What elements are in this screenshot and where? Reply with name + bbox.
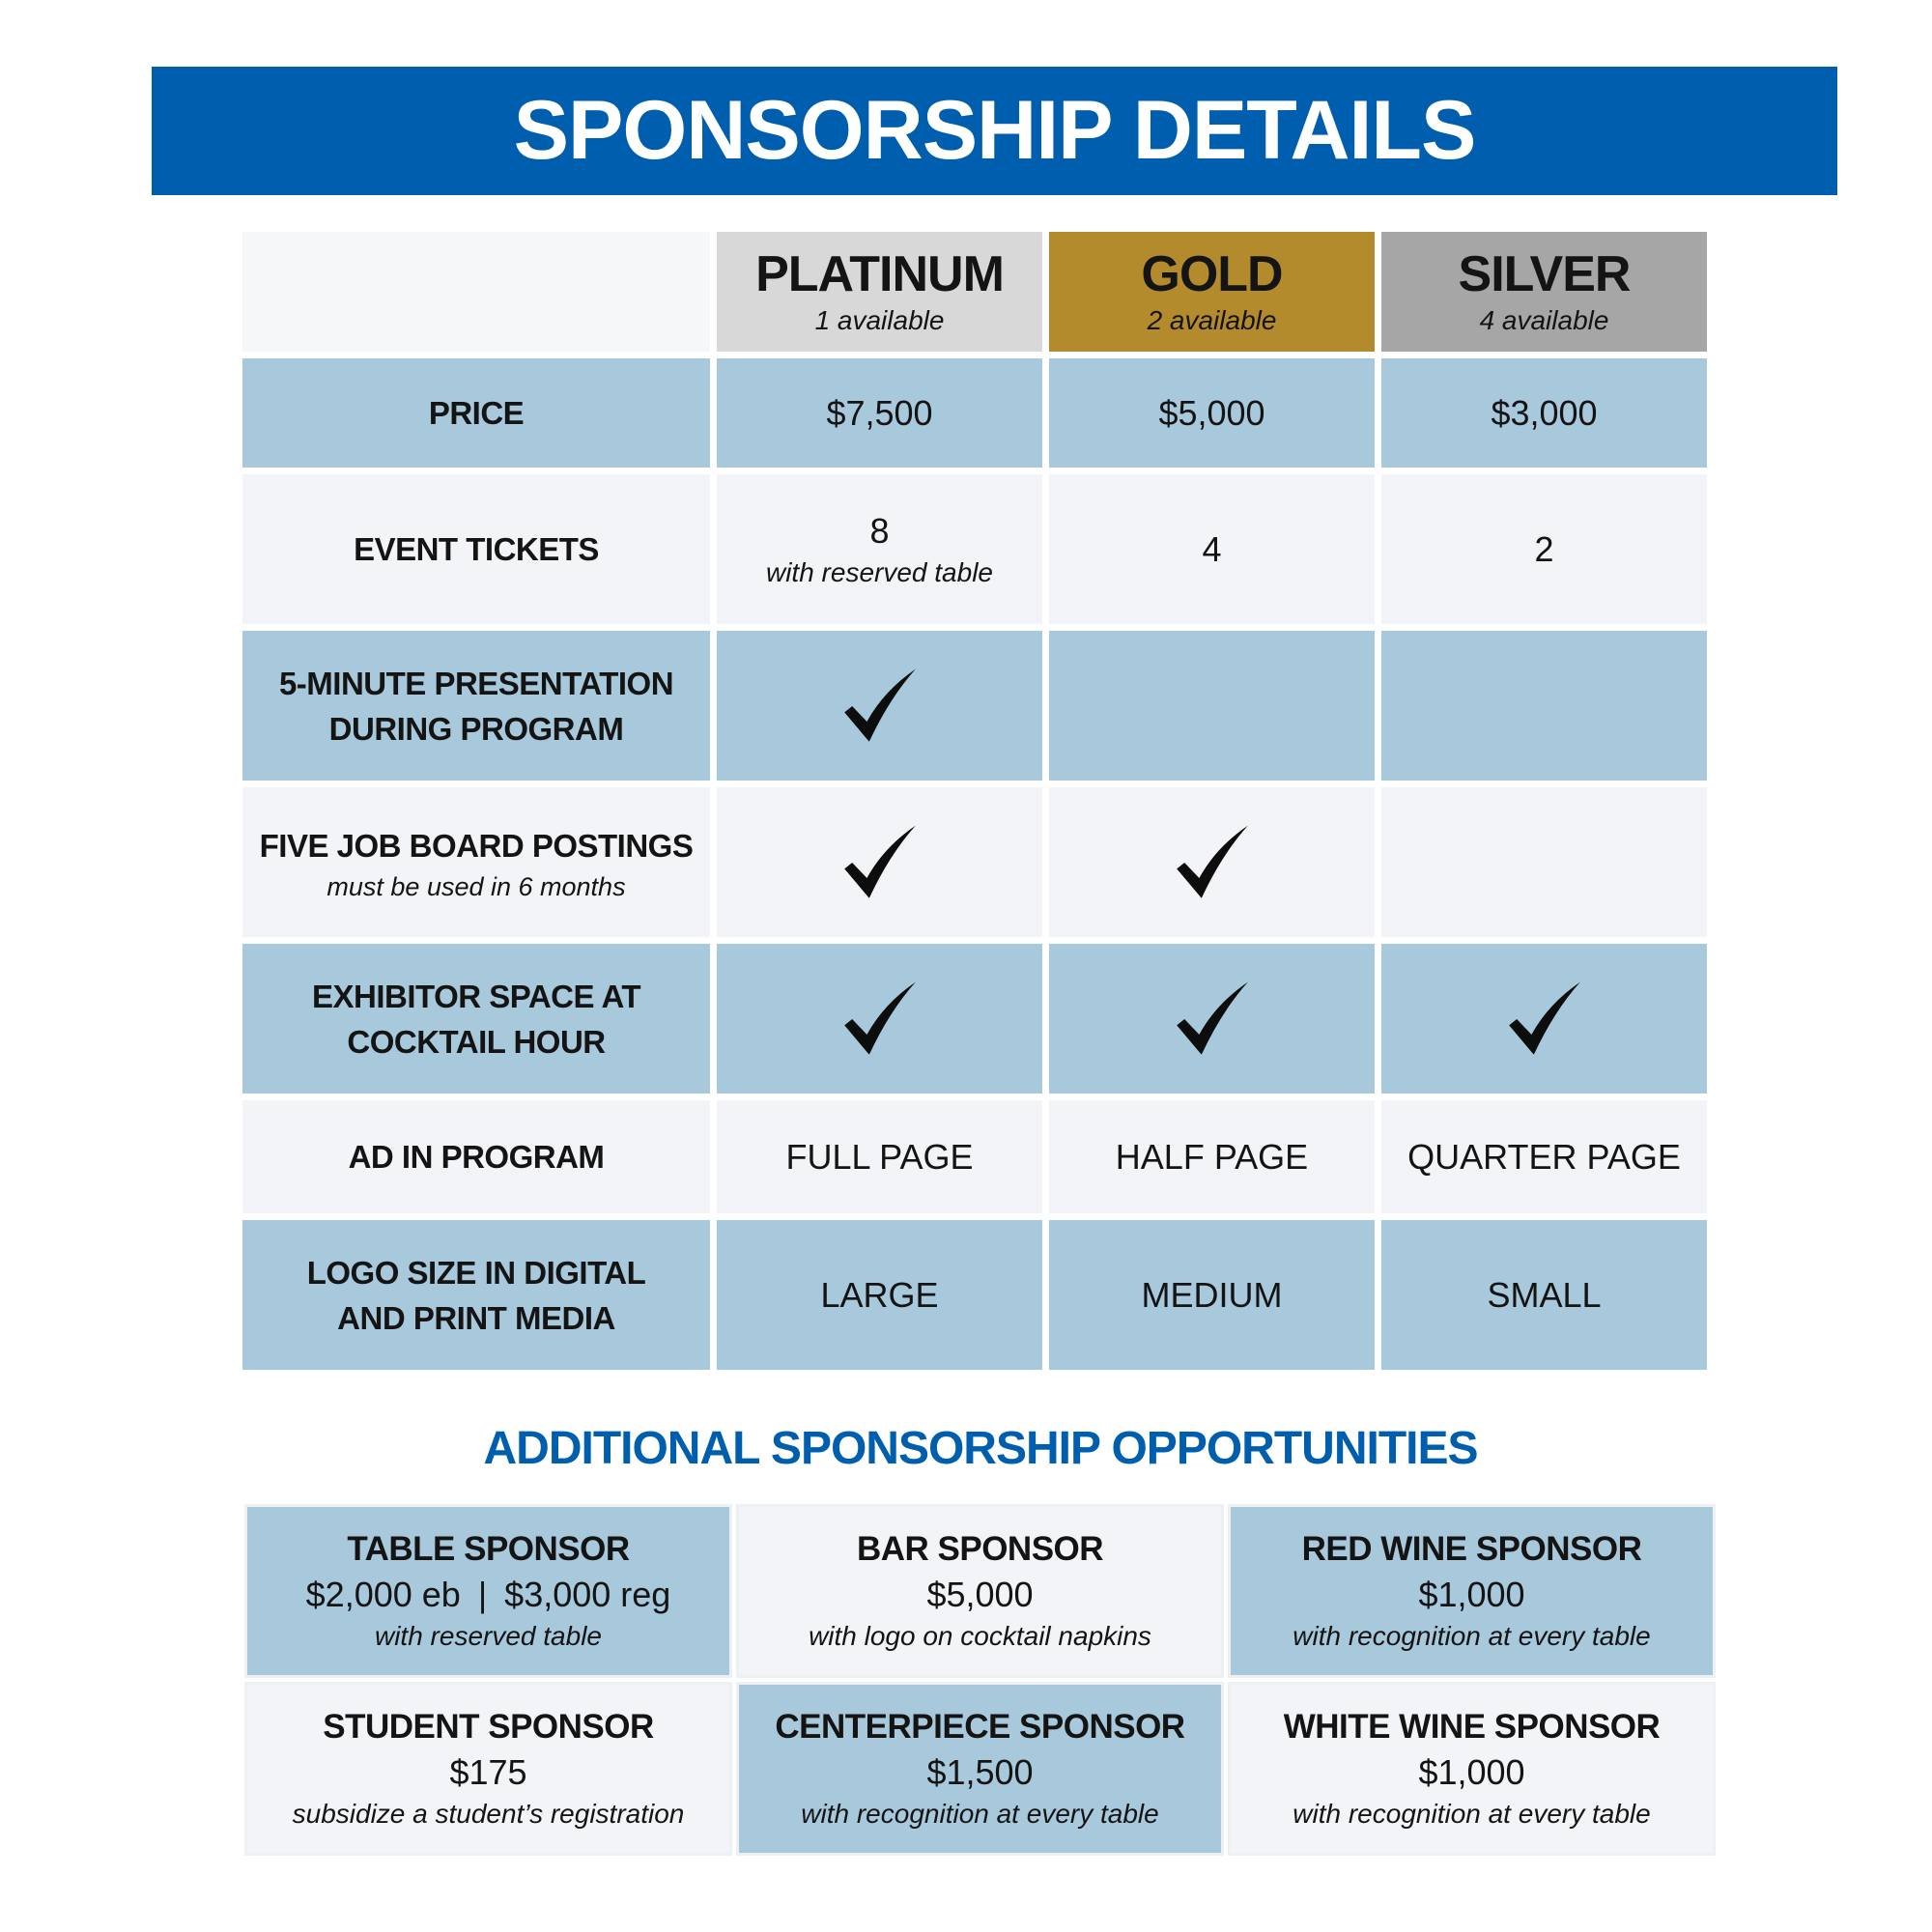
tier-header-silver bbox=[1381, 232, 1707, 352]
cell-value: $3,000 bbox=[1491, 392, 1598, 433]
ad-gold bbox=[1049, 1100, 1375, 1213]
checkmark-icon bbox=[1174, 824, 1251, 901]
price-separator: | bbox=[477, 1575, 488, 1614]
tier-availability: 4 available bbox=[1479, 305, 1609, 335]
opportunity-price: $1,500 bbox=[926, 1752, 1034, 1792]
row-label-event-tickets bbox=[242, 474, 710, 624]
tier-header-platinum bbox=[717, 232, 1042, 352]
cell-value: LARGE bbox=[820, 1274, 939, 1315]
cell-value: 4 bbox=[1202, 528, 1222, 569]
opportunity-name: TABLE SPONSOR bbox=[347, 1530, 630, 1568]
row-label-line: AND PRINT MEDIA bbox=[337, 1299, 615, 1336]
row-label-line: COCKTAIL HOUR bbox=[347, 1023, 606, 1060]
opportunity-note: with recognition at every table bbox=[1293, 1799, 1651, 1829]
opportunity-price: $1,000 bbox=[1418, 1575, 1525, 1614]
row-label-line: 5-MINUTE PRESENTATION bbox=[278, 665, 674, 701]
exhibitor-platinum bbox=[717, 944, 1042, 1094]
presentation-silver bbox=[1381, 631, 1707, 781]
row-label-text: PRICE bbox=[428, 395, 525, 431]
opportunity-note: with recognition at every table bbox=[1293, 1621, 1651, 1651]
cell-value: 8 bbox=[869, 510, 890, 551]
opportunity-note: subsidize a student’s registration bbox=[292, 1799, 685, 1829]
job-board-gold bbox=[1049, 787, 1375, 937]
cell-value: $5,000 bbox=[1158, 392, 1265, 433]
cell-value: FULL PAGE bbox=[785, 1136, 974, 1177]
cell-value: QUARTER PAGE bbox=[1407, 1136, 1681, 1177]
row-label-exhibitor bbox=[242, 944, 710, 1094]
opportunity-table-sponsor bbox=[247, 1507, 729, 1675]
opportunity-name: BAR SPONSOR bbox=[856, 1530, 1104, 1568]
row-label-price bbox=[242, 358, 710, 468]
table-corner bbox=[242, 232, 710, 352]
price-silver bbox=[1381, 358, 1707, 468]
opportunity-centerpiece-sponsor bbox=[739, 1685, 1221, 1853]
logo-platinum bbox=[717, 1220, 1042, 1370]
row-label-note: must be used in 6 months bbox=[327, 871, 626, 901]
cell-value: HALF PAGE bbox=[1115, 1136, 1309, 1177]
exhibitor-gold bbox=[1049, 944, 1375, 1094]
row-label-line: EXHIBITOR SPACE AT bbox=[312, 978, 640, 1014]
opportunity-white-wine-sponsor bbox=[1231, 1685, 1713, 1853]
row-label-ad bbox=[242, 1100, 710, 1213]
opportunity-bar-sponsor bbox=[739, 1507, 1221, 1675]
opportunity-student-sponsor bbox=[247, 1685, 729, 1853]
opportunity-note: with logo on cocktail napkins bbox=[809, 1621, 1151, 1651]
logo-silver bbox=[1381, 1220, 1707, 1370]
opportunity-price: $1,000 bbox=[1418, 1752, 1525, 1792]
additional-opportunities-grid bbox=[247, 1507, 1713, 1853]
opportunity-note: with reserved table bbox=[374, 1621, 602, 1651]
job-board-silver bbox=[1381, 787, 1707, 937]
exhibitor-silver bbox=[1381, 944, 1707, 1094]
logo-gold bbox=[1049, 1220, 1375, 1370]
cell-note: with reserved table bbox=[765, 556, 993, 587]
tickets-platinum bbox=[717, 474, 1042, 624]
page-title-banner bbox=[152, 67, 1837, 195]
opportunity-name: RED WINE SPONSOR bbox=[1301, 1530, 1642, 1568]
checkmark-icon bbox=[1506, 980, 1583, 1058]
row-label-job-board bbox=[242, 787, 710, 937]
page-title: SPONSORSHIP DETAILS bbox=[513, 84, 1476, 177]
opportunity-price: $175 bbox=[449, 1752, 527, 1792]
checkmark-icon bbox=[841, 824, 919, 901]
row-label-logo-size bbox=[242, 1220, 710, 1370]
row-label-text: EVENT TICKETS bbox=[354, 531, 599, 567]
cell-value: 2 bbox=[1534, 528, 1554, 569]
opportunity-name: WHITE WINE SPONSOR bbox=[1283, 1708, 1661, 1746]
ad-platinum bbox=[717, 1100, 1042, 1213]
tier-name: GOLD bbox=[1141, 246, 1283, 302]
additional-opportunities-title: ADDITIONAL SPONSORSHIP OPPORTUNITIES bbox=[483, 1423, 1478, 1474]
cell-value: $7,500 bbox=[826, 392, 933, 433]
row-label-line: DURING PROGRAM bbox=[328, 710, 624, 747]
tier-name: SILVER bbox=[1458, 246, 1631, 302]
checkmark-icon bbox=[1174, 980, 1251, 1058]
opportunity-price: $5,000 bbox=[926, 1575, 1034, 1614]
price-regular: $3,000 reg bbox=[504, 1575, 671, 1614]
presentation-gold bbox=[1049, 631, 1375, 781]
opportunity-name: CENTERPIECE SPONSOR bbox=[775, 1708, 1185, 1746]
price-gold bbox=[1049, 358, 1375, 468]
row-label-text: FIVE JOB BOARD POSTINGS bbox=[259, 827, 694, 864]
price-early-bird: $2,000 eb bbox=[305, 1575, 461, 1614]
cell-value: SMALL bbox=[1487, 1274, 1602, 1315]
checkmark-icon bbox=[841, 980, 919, 1058]
opportunity-price bbox=[306, 1575, 671, 1615]
opportunity-name: STUDENT SPONSOR bbox=[323, 1708, 654, 1746]
tier-header-gold bbox=[1049, 232, 1375, 352]
row-label-text: AD IN PROGRAM bbox=[348, 1139, 605, 1175]
row-label-line: LOGO SIZE IN DIGITAL bbox=[306, 1254, 646, 1291]
presentation-platinum bbox=[717, 631, 1042, 781]
tier-availability: 1 available bbox=[814, 305, 945, 335]
tickets-gold bbox=[1049, 474, 1375, 624]
checkmark-icon bbox=[841, 668, 919, 745]
ad-silver bbox=[1381, 1100, 1707, 1213]
opportunity-note: with recognition at every table bbox=[801, 1799, 1159, 1829]
tickets-silver bbox=[1381, 474, 1707, 624]
opportunity-red-wine-sponsor bbox=[1231, 1507, 1713, 1675]
tier-name: PLATINUM bbox=[755, 246, 1004, 302]
cell-value: MEDIUM bbox=[1141, 1274, 1283, 1315]
sponsorship-table bbox=[242, 232, 1707, 1370]
row-label-presentation bbox=[242, 631, 710, 781]
price-platinum bbox=[717, 358, 1042, 468]
tier-availability: 2 available bbox=[1147, 305, 1277, 335]
job-board-platinum bbox=[717, 787, 1042, 937]
